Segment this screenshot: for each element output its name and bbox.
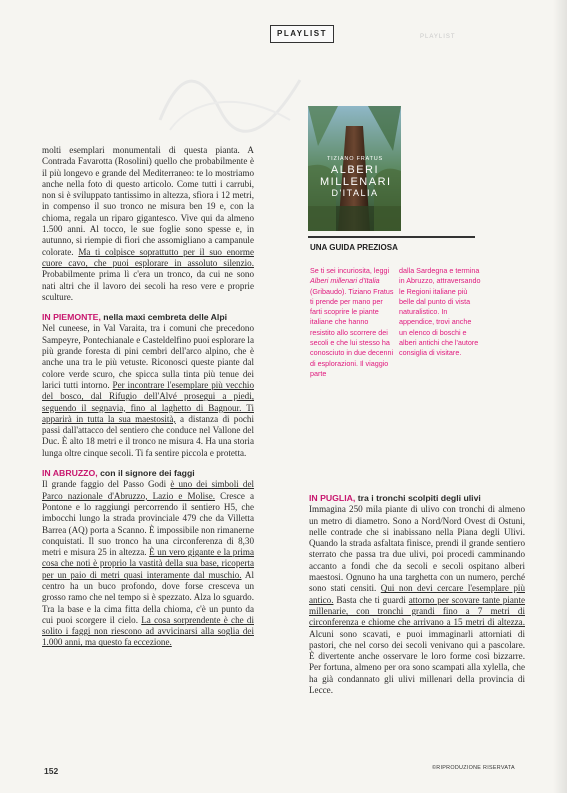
copyright-credit: ©RIPRODUZIONE RISERVATA bbox=[432, 765, 515, 771]
right-column bbox=[309, 493, 525, 696]
page-number: 152 bbox=[44, 766, 59, 776]
corner-running-head: PLAYLIST bbox=[420, 34, 456, 40]
intro-paragraph: molti esemplari monumentali di questa pianta. A Contrada Favarotta (Rosolini) quello che probabilmente è il più longevo e grande del Mediterraneo: te lo mostriamo anche nella foto di questo articolo. Come tutti i carrubi, non si è sviluppato tantissimo in altezza, sfiora i 12 metri, in compenso il suo tronco ne misura ben 19 e, con la chioma, regala un riparo gigantesco. Vive qui da almeno 1.500 anni. Al tocco, le sue foglie sono spesse e, in autunno, si riempie di fiori che assomigliano a campanule colorate. Ma ti colpisce soprattutto per il suo enorme cuore cavo, che puoi esplorare in assoluto silenzio. Probabilmente prima lì c'era un tronco, da cui ne sono nati altri che il lavoro dei secoli ha reso vere e proprie sculture. bbox=[42, 145, 254, 302]
left-column bbox=[42, 145, 254, 649]
section-heading-puglia: IN PUGLIA, tra i tronchi scolpiti degli ulivi bbox=[309, 493, 481, 503]
book-title: TIZIANO FRATUS ALBERI MILLENARI D'ITALIA bbox=[320, 156, 392, 198]
section-body-piemonte: Nel cuneese, in Val Varaita, tra i comuni che precedono Sampeyre, Pontechianale e Casteldelfino puoi esplorare la più grande foresta di pini cembri dell'arco alpino, che è anche una tra le più vetuste. Riconosci queste piante dal colore verde scuro, che spicca sulla tinta più tenue dei larici tutti intorno. Per incontrare l'esemplare più vecchio del bosco, dal Rifugio dell'Alvé prosegui a piedi, seguendo il segnavia, fino al laghetto di Bagnour. Ti apparirà in tutta la sua maestosità, a distanza di pochi passi dall'attacco del sentiero che conduce nel Vallone del Duc. È alto 18 metri e il tronco ne misura 4. Ha una storia lunga oltre cinque secoli. Ti fa sentire piccola e protetta. bbox=[42, 323, 255, 458]
section-heading-abruzzo: IN ABRUZZO, con il signore dei faggi bbox=[42, 468, 195, 479]
guide-divider bbox=[308, 236, 475, 238]
book-cover-image bbox=[308, 106, 401, 231]
section-heading-piemonte: IN PIEMONTE, nella maxi cembreta delle Alpi bbox=[42, 312, 228, 323]
section-body-abruzzo: Il grande faggio del Passo Godi è uno dei simboli del Parco nazionale d'Abruzzo, Lazio e Molise. Cresce a Pontone e lo raggiungi percorrendo il sentiero H5, che imbocchi lungo la strada provinciale 479 che da Villetta Barrea (AQ) porta a Scanno. È impossibile non rimanerne conquistati. Il suo tronco ha una circonferenza di 8,30 metri e misura 25 in altezza. È un vero gigante e la prima cosa che noti è proprio la vastità della sua base, ricoperta per un paio di metri quasi interamente dal muschio. Al centro ha un buco profondo, dove forse cresceva un grosso ramo che nel tempo si è spezzato. Alza lo sguardo. Tra la base e la cima fitta della chioma, c'è un punto da cui puoi scorgere il cielo. La cosa sorprendente è che di solito i faggi non riescono ad avvicinarsi alla soglia dei 1.000 anni, ma questo fa eccezione. bbox=[42, 479, 255, 648]
guide-heading: UNA GUIDA PREZIOSA bbox=[310, 243, 398, 252]
guide-text-col1: Se ti sei incuriosita, leggi Alberi millenari d'Italia (Gribaudo). Tiziano Fratus ti prende per mano per farti scoprire le piante italiane che hanno resistito allo scorrere dei secoli e che lui stesso ha conosciuto in due decenni di esplorazioni. Il viaggio parte bbox=[310, 266, 394, 378]
section-body-puglia: Immagina 250 mila piante di ulivo con tronchi di almeno un metro di diametro. Sono a Nord/Nord Ovest di Ostuni, nelle contrade che si inabissano nella Piana degli Ulivi. Quando la strada asfaltata finisce, prendi il grande sentiero sterrato che passa tra due ulivi, poi procedi camminando accanto a fondi che da secoli e secoli ospitano alberi maestosi. Ognuno ha una targhetta con un numero, perché sono stati censiti. Qui non devi cercare l'esemplare più antico. Basta che ti guardi attorno per scovare tante piante millenarie, con tronchi grandi fino a 7 metri di circonferenza e chiome che arrivano a 15 metri di altezza. Alcuni sono scavati, e puoi immaginarli attorniati di pastori, che nel corso dei secoli venivano qui a pascolare. È divertente anche osservare le loro forme così bizzarre. Per fortuna, almeno per ora sono scampati alla xylella, che ha già condannato gli ulivi millenari della provincia di Lecce. bbox=[309, 504, 526, 696]
guide-text-col2: dalla Sardegna e termina in Abruzzo, attraversando le Regioni italiane più belle dal punto di vista naturalistico. In appendice, trovi anche un elenco di boschi e alberi antichi che l'autore consiglia di visitare. bbox=[399, 266, 481, 358]
section-badge: PLAYLIST bbox=[270, 25, 334, 43]
bleed-through-artwork bbox=[150, 60, 310, 140]
